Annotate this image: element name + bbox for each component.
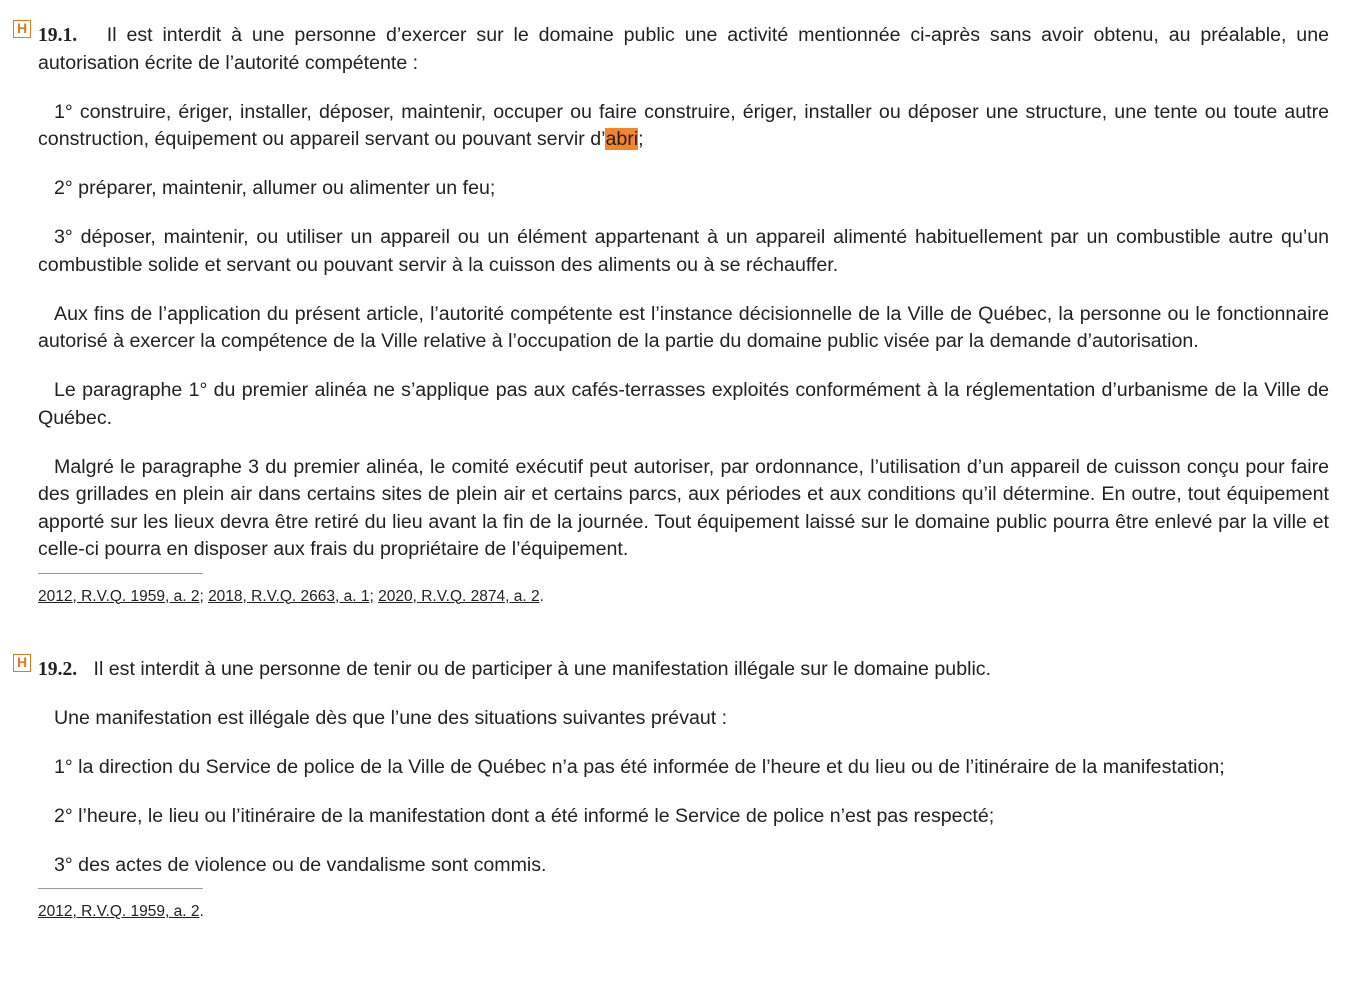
- reference-link[interactable]: 2012, R.V.Q. 1959, a. 2: [38, 587, 200, 605]
- reference-link[interactable]: 2020, R.V.Q. 2874, a. 2: [378, 587, 540, 605]
- paragraph-authority: Aux fins de l’application du présent article, l’autorité compétente est l’instance décisionnelle de la Ville de Québec, la personne ou le fonctionnaire autorisé à exercer la compétence de la Ville relative à l’occupation de la partie du domaine public visée par la demande d’autorisation.: [38, 302, 1329, 352]
- article-intro: [38, 22, 1329, 77]
- history-icon[interactable]: H: [13, 654, 31, 672]
- article-number: 19.1.: [38, 25, 78, 46]
- reference-divider: [38, 888, 203, 889]
- reference-end: .: [539, 587, 544, 605]
- item-1-end: ;: [638, 128, 644, 150]
- article-19-1: [16, 20, 1329, 606]
- amendment-references: [38, 588, 1329, 606]
- paragraph-item-2: 2° préparer, maintenir, allumer ou alimenter un feu;: [54, 177, 496, 199]
- paragraph-grill: Malgré le paragraphe 3 du premier alinéa, le comité exécutif peut autoriser, par ordonnance, l’utilisation d’un appareil de cuisson conçu pour faire des grillades en plein air dans certains sites de plein air et certains parcs, aux périodes et aux conditions qu’il détermine. En outre, tout équipement apporté sur les lieux devra être retiré du lieu avant la fin de la journée. Tout équipement laissé sur le domaine public pourra être enlevé par la ville et celle-ci pourra en disposer aux frais du propriétaire de l’équipement.: [38, 455, 1329, 560]
- paragraph-illegal: Une manifestation est illégale dès que l’une des situations suivantes prévaut :: [54, 706, 728, 729]
- reference-separator: ;: [199, 587, 209, 605]
- article-intro-text: Il est interdit à une personne de tenir ou de participer à une manifestation illégale sur le domaine public.: [93, 657, 992, 680]
- reference-link[interactable]: 2018, R.V.Q. 2663, a. 1: [208, 587, 370, 605]
- paragraph-item-3: 3° des actes de violence ou de vandalisme sont commis.: [54, 853, 547, 876]
- reference-separator: ;: [369, 587, 379, 605]
- amendment-references: [38, 903, 1329, 921]
- article-intro-text: Il est interdit à une personne d’exercer sur le domaine public une activité mentionnée ci-après sans avoir obtenu, au préalable, une autorisation écrite de l’autorité compétente :: [38, 24, 1329, 74]
- paragraph-item-2: 2° l’heure, le lieu ou l’itinéraire de la manifestation dont a été informé le Service de police n’est pas respecté;: [54, 804, 995, 827]
- reference-divider: [38, 573, 203, 574]
- paragraph-item-1: [38, 99, 1329, 154]
- history-icon[interactable]: H: [13, 20, 31, 38]
- paragraph-item-1: 1° la direction du Service de police de la Ville de Québec n’a pas été informée de l’heure et du lieu ou de l’itinéraire de la manifestation;: [54, 755, 1225, 778]
- paragraph-item-3: 3° déposer, maintenir, ou utiliser un appareil ou un élément appartenant à un appareil alimenté habituellement par un combustible autre qu’un combustible solide et servant ou pouvant servir à la cuisson des aliments ou à se réchauffer.: [38, 226, 1329, 276]
- article-number: 19.2.: [38, 658, 78, 680]
- item-1-text: 1° construire, ériger, installer, déposer, maintenir, occuper ou faire construire, ériger, installer ou déposer une structure, une tente ou toute autre construction, équipement ou appareil servant ou pouvant servir d’: [38, 100, 1329, 150]
- search-highlight: abri: [605, 128, 639, 150]
- reference-link[interactable]: 2012, R.V.Q. 1959, a. 2: [38, 903, 200, 920]
- document-page: [16, 20, 1329, 921]
- article-19-2: [16, 653, 1329, 922]
- reference-end: .: [199, 903, 204, 920]
- article-intro: [38, 656, 1329, 684]
- paragraph-cafes: Le paragraphe 1° du premier alinéa ne s’applique pas aux cafés-terrasses exploités conformément à la réglementation d’urbanisme de la Ville de Québec.: [38, 379, 1329, 429]
